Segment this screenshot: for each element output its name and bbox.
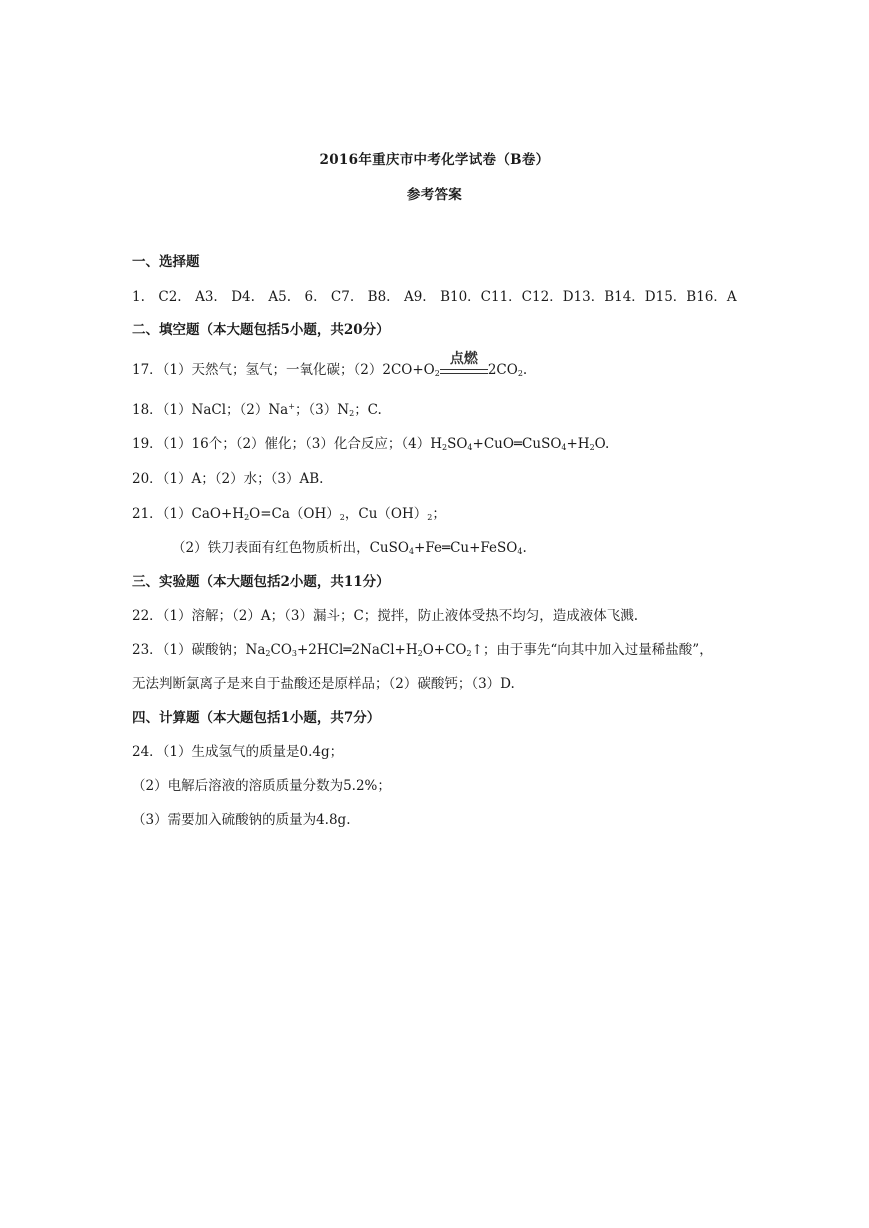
answer-21b-part-2: +Fe═Cu+FeSO (414, 540, 518, 556)
answer-19-sub-4: 2 (589, 443, 595, 452)
section-1-heading: 一、选择题 (132, 254, 200, 270)
answer-19-part-5: O. (594, 436, 610, 452)
answer-21a-sub-1: 2 (244, 513, 250, 522)
answer-23-line-2: 无法判断氯离子是来自于盐酸还是原样品；（2）碳酸钙；（3）D. (132, 676, 515, 692)
answer-20: 20．（1）A；（2）水；（3）AB. (132, 471, 324, 487)
answer-24-part-2: （2）电解后溶液的溶质质量分数为5.2%； (132, 778, 391, 794)
answer-19-sub-2: 4 (467, 443, 473, 452)
answer-18-na-superscript: + (288, 402, 295, 411)
answer-23-part-1: 23．（1）碳酸钠；Na (132, 642, 266, 658)
answer-24-part-1: 24．（1）生成氢气的质量是0.4g； (132, 744, 344, 760)
answer-21-line-1 (132, 502, 446, 522)
answer-19-part-2: SO (447, 436, 468, 452)
answer-23-part-2: CO (270, 642, 292, 658)
answer-19-part-3: +CuO═CuSO (472, 436, 562, 452)
answer-21b-part-3: . (522, 540, 527, 556)
condition-bar-bottom (440, 373, 488, 375)
answer-17-product: 2CO (487, 362, 518, 378)
answer-17-prefix: 17．（1）天然气；氢气；一氧化碳；（2）2CO+O (132, 362, 435, 378)
answer-19-sub-3: 4 (561, 443, 567, 452)
section-3-heading: 三、实验题（本大题包括2小题，共11分） (132, 574, 390, 590)
answer-21b-sub-1: 4 (408, 547, 415, 556)
answer-23-sub-3: 2 (417, 649, 423, 658)
answer-21-line-2 (172, 536, 527, 556)
answer-21a-part-1: 21．（1）CaO+H (132, 506, 245, 522)
document-title: 2016年重庆市中考化学试卷（B卷） (319, 152, 550, 168)
answer-18-part-2: ；（3）N (294, 402, 350, 418)
answer-18 (132, 398, 382, 418)
reaction-condition-label: 点燃 (449, 350, 478, 367)
answer-23-line-1 (132, 638, 713, 658)
condition-bar-top (440, 369, 488, 371)
answer-17-end: . (522, 362, 528, 378)
answer-21a-part-4: ； (432, 506, 446, 522)
document-subtitle: 参考答案 (406, 187, 463, 203)
answer-24-part-3: （3）需要加入硫酸钠的质量为4.8g. (132, 812, 351, 828)
answer-17-o2-subscript: 2 (434, 369, 440, 378)
answer-18-part-3: ；C. (354, 402, 382, 418)
answer-19 (132, 432, 609, 452)
answer-19-sub-1: 2 (442, 443, 448, 452)
answer-21b-sub-2: 4 (517, 547, 523, 556)
answer-23-sub-1: 2 (265, 649, 271, 658)
answer-21a-sub-3: 2 (427, 513, 433, 522)
answer-22: 22．（1）溶解；（2）A；（3）漏斗；C；搅拌，防止液体受热不均匀，造成液体飞溅. (132, 608, 639, 624)
answer-23-sub-2: 3 (291, 649, 297, 658)
answer-19-part-4: +H (566, 436, 590, 452)
answer-21a-sub-2: 2 (339, 513, 345, 522)
answer-17-product-subscript: 2 (517, 369, 523, 378)
answer-23-part-5: ↑；由于事先“向其中加入过量稀盐酸”， (471, 642, 713, 658)
answer-21a-part-2: O=Ca（OH） (249, 506, 340, 522)
answer-19-part-1: 19．（1）16个；（2）催化；（3）化合反应；（4）H (132, 436, 442, 452)
answer-17 (132, 350, 528, 378)
answer-18-part-1: 18．（1）NaCl；（2）Na (132, 402, 289, 418)
answer-23-part-3: +2HCl═2NaCl+H (296, 642, 418, 658)
answer-21a-part-3: ，Cu（OH） (344, 506, 428, 522)
answer-23-part-4: O+CO (422, 642, 467, 658)
section-1-answers: 1. C2. A3. D4. A5. 6. C7. B8. A9. B10．C11．C12．D13．B14．D15．B16．A (132, 289, 737, 305)
answer-18-n-subscript: 2 (349, 409, 355, 418)
answer-23-sub-4: 2 (466, 649, 472, 658)
section-2-heading: 二、填空题（本大题包括5小题，共20分） (132, 322, 390, 338)
section-4-heading: 四、计算题（本大题包括1小题，共7分） (132, 710, 381, 726)
answer-21b-part-1: （2）铁刀表面有红色物质析出，CuSO (172, 540, 409, 556)
reaction-condition-arrow (440, 350, 488, 378)
